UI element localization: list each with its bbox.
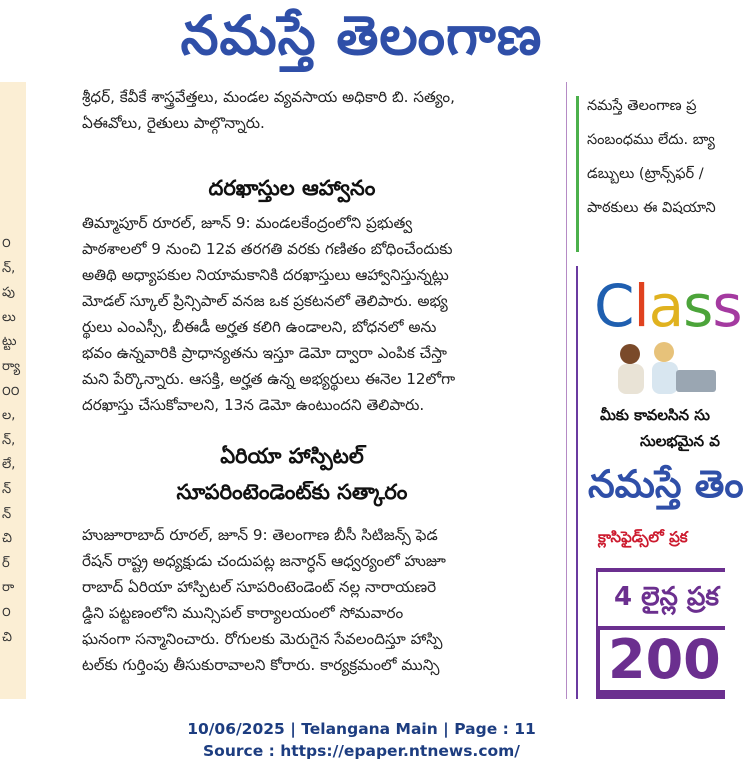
left-fragment: పు <box>2 285 15 301</box>
left-fragment: లే, <box>2 457 16 473</box>
classifieds-advertisement <box>576 266 744 699</box>
text-line: ఘనంగా సన్మానించారు. రోగులకు మెరుగైన సేవలందిస్తూ హాస్పి <box>82 630 443 648</box>
ad-lines-offer: 4 లైన్ల ప్రక <box>614 582 719 612</box>
ad-logo-letter: C <box>594 272 634 340</box>
ad-logo-letter: s <box>712 272 742 340</box>
left-fragment: న్ <box>2 481 12 497</box>
column-divider <box>566 82 567 699</box>
text-line: మని పేర్కొన్నారు. ఆసక్తి, అర్హత ఉన్న అభ్యర్థులు ఈనెల 12లోగా <box>82 370 456 388</box>
newspaper-masthead <box>0 0 723 82</box>
masthead-title: నమస్తే తెలంగాణ <box>180 4 543 67</box>
notice-line: డబ్బులు (ట్రాన్స్‌ఫర్ / <box>587 166 704 182</box>
text-line: ఏఈవోలు, రైతులు పాల్గొన్నారు. <box>82 114 265 132</box>
text-line: రాబాద్ ఏరియా హాస్పిటల్ సూపరింటెండెంట్ నల్ల నారాయణరె <box>82 578 437 596</box>
text-line: శ్రీధర్, కేవీకే శాస్త్రవేత్తలు, మండల వ్యవసాయ అధికారి బి. సత్యం, <box>82 88 455 106</box>
left-fragment: రా <box>2 580 15 596</box>
previous-article-tail <box>82 84 502 136</box>
text-line: పాఠశాలలో 9 నుంచి 12వ తరగతి వరకు గణితం బోధించేందుకు <box>82 240 453 258</box>
ad-logo-letter: l <box>633 272 649 340</box>
ad-offer-box <box>596 568 725 699</box>
left-fragment: ర్ <box>2 555 10 571</box>
text-line: డ్డిని పట్టణంలోని మున్సిపల్ కార్యాలయంలో సోమవారం <box>82 604 404 622</box>
footer-source: Source : https://epaper.ntnews.com/ <box>203 742 520 760</box>
left-column-fragments <box>2 232 26 650</box>
ad-classifieds-label: క్లాసిఫైడ్స్‌లో ప్రక <box>598 528 688 546</box>
article2-body <box>82 522 502 678</box>
ad-brand-name: నమస్తే తెం <box>588 462 744 506</box>
text-line: ర్థులు ఎంఎస్సీ, బీఈడీ అర్హత కలిగి ఉండాలని, బోధనలో అను <box>82 318 437 336</box>
left-fragment: ౦ <box>2 604 11 620</box>
ad-tagline-1: మీకు కావలసిన సు <box>600 406 710 424</box>
left-fragment: చి <box>2 531 12 547</box>
left-fragment: న్, <box>2 432 16 448</box>
right-column-notice <box>576 82 723 252</box>
text-line: మోడల్ స్కూల్ ప్రిన్సిపాల్ వనజ ఒక ప్రకటనలో తెలిపారు. అభ్య <box>82 292 448 310</box>
notice-line: పాఠకులు ఈ విషయాని <box>587 200 716 216</box>
left-fragment: ౦౦ <box>2 383 20 399</box>
left-fragment: ౦ <box>2 236 11 251</box>
text-line: హుజూరాబాద్ రూరల్, జూన్ 9: తెలంగాణ బీసీ సిటిజన్స్ ఫెడ <box>82 526 438 544</box>
notice-box <box>576 96 726 252</box>
left-adjacent-column <box>0 82 26 699</box>
article2-headline-line1: ఏరియా హాస్పిటల్ <box>220 444 364 468</box>
left-fragment: చి <box>2 629 12 645</box>
ad-class-logo <box>594 272 742 340</box>
left-fragment: న్, <box>2 260 16 276</box>
text-line: దరఖాస్తు చేసుకోవాలని, 13న డెమో ఉంటుందని తెలిపారు. <box>82 396 425 414</box>
ad-offer-top <box>598 572 725 626</box>
left-fragment: లు <box>2 309 16 325</box>
ad-price: 200 <box>600 630 727 690</box>
notice-line: సంబంధము లేదు. బ్యా <box>587 132 715 148</box>
article1-body <box>82 210 502 418</box>
left-fragment: న్ <box>2 506 12 522</box>
text-line: టల్‌కు గుర్తింపు తీసుకురావాలని కోరారు. కార్యక్రమంలో మున్సి <box>82 656 440 674</box>
article2-headline-line2: సూపరింటెండెంట్‌కు సత్కారం <box>176 480 408 504</box>
ad-logo-letter: a <box>648 272 684 340</box>
text-line: అతిథి అధ్యాపకుల నియామకానికి దరఖాస్తులు ఆహ్వానిస్తున్నట్లు <box>82 266 449 284</box>
text-line: భవం ఉన్నవారికి ప్రాధాన్యతను ఇస్తూ డెమో ద్వారా ఎంపిక చేస్తా <box>82 344 447 362</box>
text-line: తిమ్మాపూర్ రూరల్, జూన్ 9: మండలకేంద్రంలోని ప్రభుత్వ <box>82 214 413 232</box>
left-fragment: ర్యా <box>2 358 21 374</box>
ad-logo-letter: s <box>683 272 713 340</box>
ad-people-illustration <box>608 340 718 396</box>
left-fragment: ట్టు <box>2 334 17 350</box>
ad-tagline-2: సులభమైన వ <box>640 432 720 450</box>
article1-headline: దరఖాస్తుల ఆహ్వానం <box>208 176 376 200</box>
left-fragment: ల, <box>2 408 16 424</box>
notice-line: నమస్తే తెలంగాణ ప్ర <box>587 98 697 114</box>
text-line: రేషన్ రాష్ట్ర అధ్యక్షుడు చందుపట్ల జనార్ధన్ ఆధ్వర్యంలో హుజూ <box>82 552 446 570</box>
footer-date-edition: 10/06/2025 | Telangana Main | Page : 11 <box>187 720 536 738</box>
